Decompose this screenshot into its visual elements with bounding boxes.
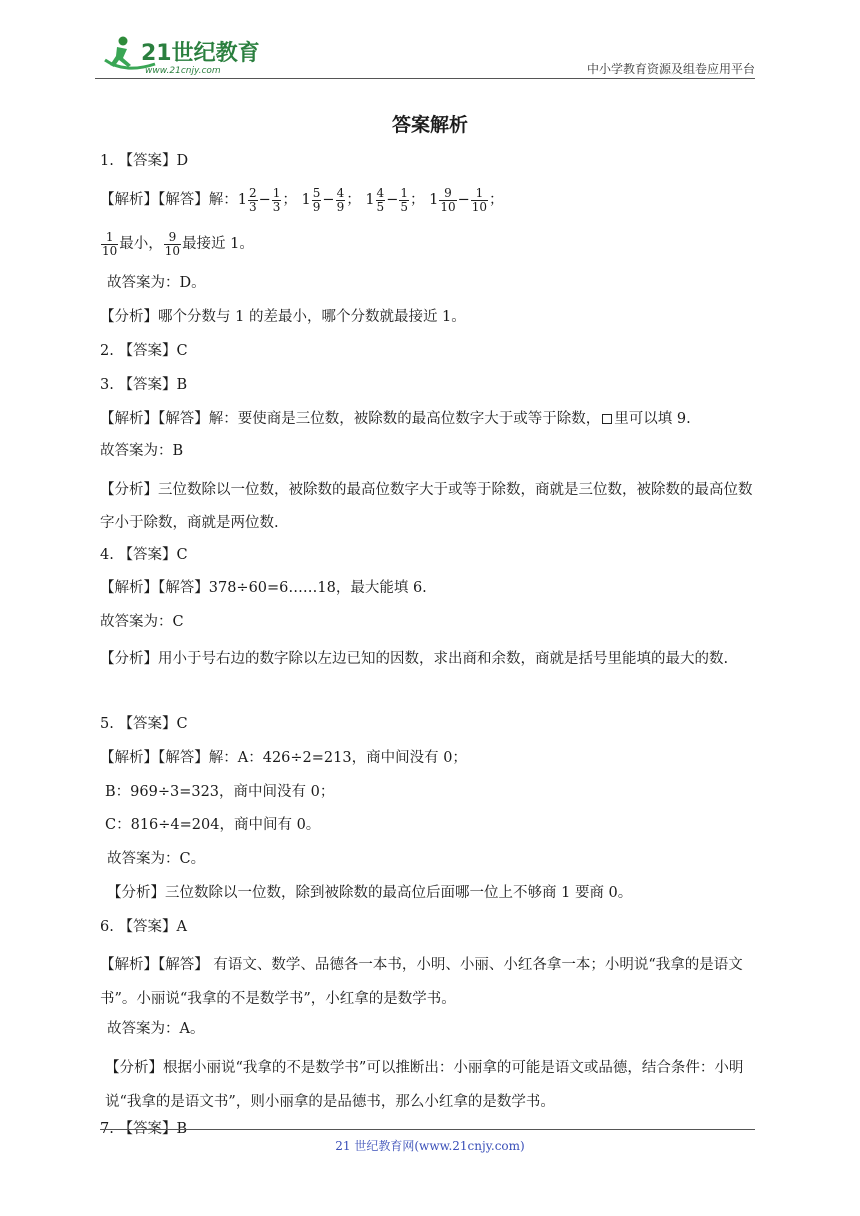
q1-analysis <box>100 186 504 214</box>
footer-divider <box>100 1129 755 1130</box>
q6-conclusion: 故答案为：A。 <box>107 1021 205 1037</box>
q1-expr-3: 1 $\frac{4}{5}$ − $\frac{1}{5}$ ； <box>365 185 425 214</box>
q4-conclusion: 故答案为：C <box>100 614 184 630</box>
q5-fenxi: 【分析】三位数除以一位数，除到被除数的最高位后面哪一位上不够商 1 要商 0。 <box>107 885 633 901</box>
q3-answer: 3. 【答案】B <box>100 377 188 393</box>
site-logo <box>95 34 265 76</box>
page-title: 答案解析 <box>391 114 468 136</box>
q3-analysis: 【解析】【解答】解：要使商是三位数，被除数的最高位数字大于或等于除数， 里可以填 9. <box>100 411 691 427</box>
svg-text:21世纪教育: 21世纪教育 <box>141 41 260 66</box>
q4-analysis: 【解析】【解答】378÷60=6……18，最大能填 6. <box>100 580 427 596</box>
q6-answer: 6. 【答案】A <box>100 919 187 935</box>
q1-comparison: $\frac{1}{10}$ 最小， $\frac{9}{10}$ 最接近 1。 <box>102 229 254 258</box>
q5-option-c: C：816÷4=204，商中间有 0。 <box>105 817 321 833</box>
q2-answer: 2. 【答案】C <box>100 343 188 359</box>
q6-fenxi: 【分析】根据小丽说“我拿的不是数学书”可以推断出：小丽拿的可能是语文或品德，结合条件：小明说“我拿的是语文书”，则小丽拿的是品德书，那么小红拿的是数学书。 <box>105 1060 744 1110</box>
q1-expr-4: 1 $\frac{9}{10}$ − $\frac{1}{10}$ ； <box>429 185 504 214</box>
platform-label: 中小学教育资源及组卷应用平台 <box>586 62 755 76</box>
q7-answer: 7. 【答案】B <box>100 1121 188 1137</box>
q1-expr-2: 1 $\frac{5}{9}$ − $\frac{4}{9}$ ； <box>301 185 361 214</box>
q3-conclusion: 故答案为：B <box>100 443 184 459</box>
q3-fenxi: 【分析】三位数除以一位数，被除数的最高位数字大于或等于除数，商就是三位数，被除数的最高位数字小于除数，商就是两位数. <box>100 482 753 531</box>
q5-analysis: 【解析】【解答】解：A：426÷2=213，商中间没有 0； <box>100 750 467 766</box>
q1-fenxi: 【分析】哪个分数与 1 的差最小，哪个分数就最接近 1。 <box>100 309 466 325</box>
q4-answer: 4. 【答案】C <box>100 547 188 563</box>
q5-answer: 5. 【答案】C <box>100 716 188 732</box>
footer-link[interactable]: 21 世纪教育网(www.21cnjy.com) <box>335 1139 525 1153</box>
q1-answer: 1. 【答案】D <box>100 153 189 169</box>
q1-analysis-prefix: 【解析】【解答】解： <box>100 192 238 208</box>
svg-text:www.21cnjy.com: www.21cnjy.com <box>145 66 221 76</box>
q6-analysis: 【解析】【解答】 有语文、数学、品德各一本书，小明、小丽、小红各拿一本；小明说“我拿的是语文书”。小丽说“我拿的不是数学书”，小红拿的是数学书。 <box>100 957 743 1007</box>
q5-conclusion: 故答案为：C。 <box>107 851 206 867</box>
page-header <box>95 30 755 80</box>
q1-expr-1: 1 $\frac{2}{3}$ − $\frac{1}{3}$ ； <box>237 185 297 214</box>
q4-fenxi: 【分析】用小于号右边的数字除以左边已知的因数，求出商和余数，商就是括号里能填的最大的数. <box>100 651 729 667</box>
q5-option-b: B：969÷3=323，商中间没有 0； <box>105 784 335 800</box>
q1-conclusion: 故答案为：D。 <box>107 275 206 291</box>
blank-box-icon <box>602 414 612 424</box>
header-divider <box>95 78 755 79</box>
